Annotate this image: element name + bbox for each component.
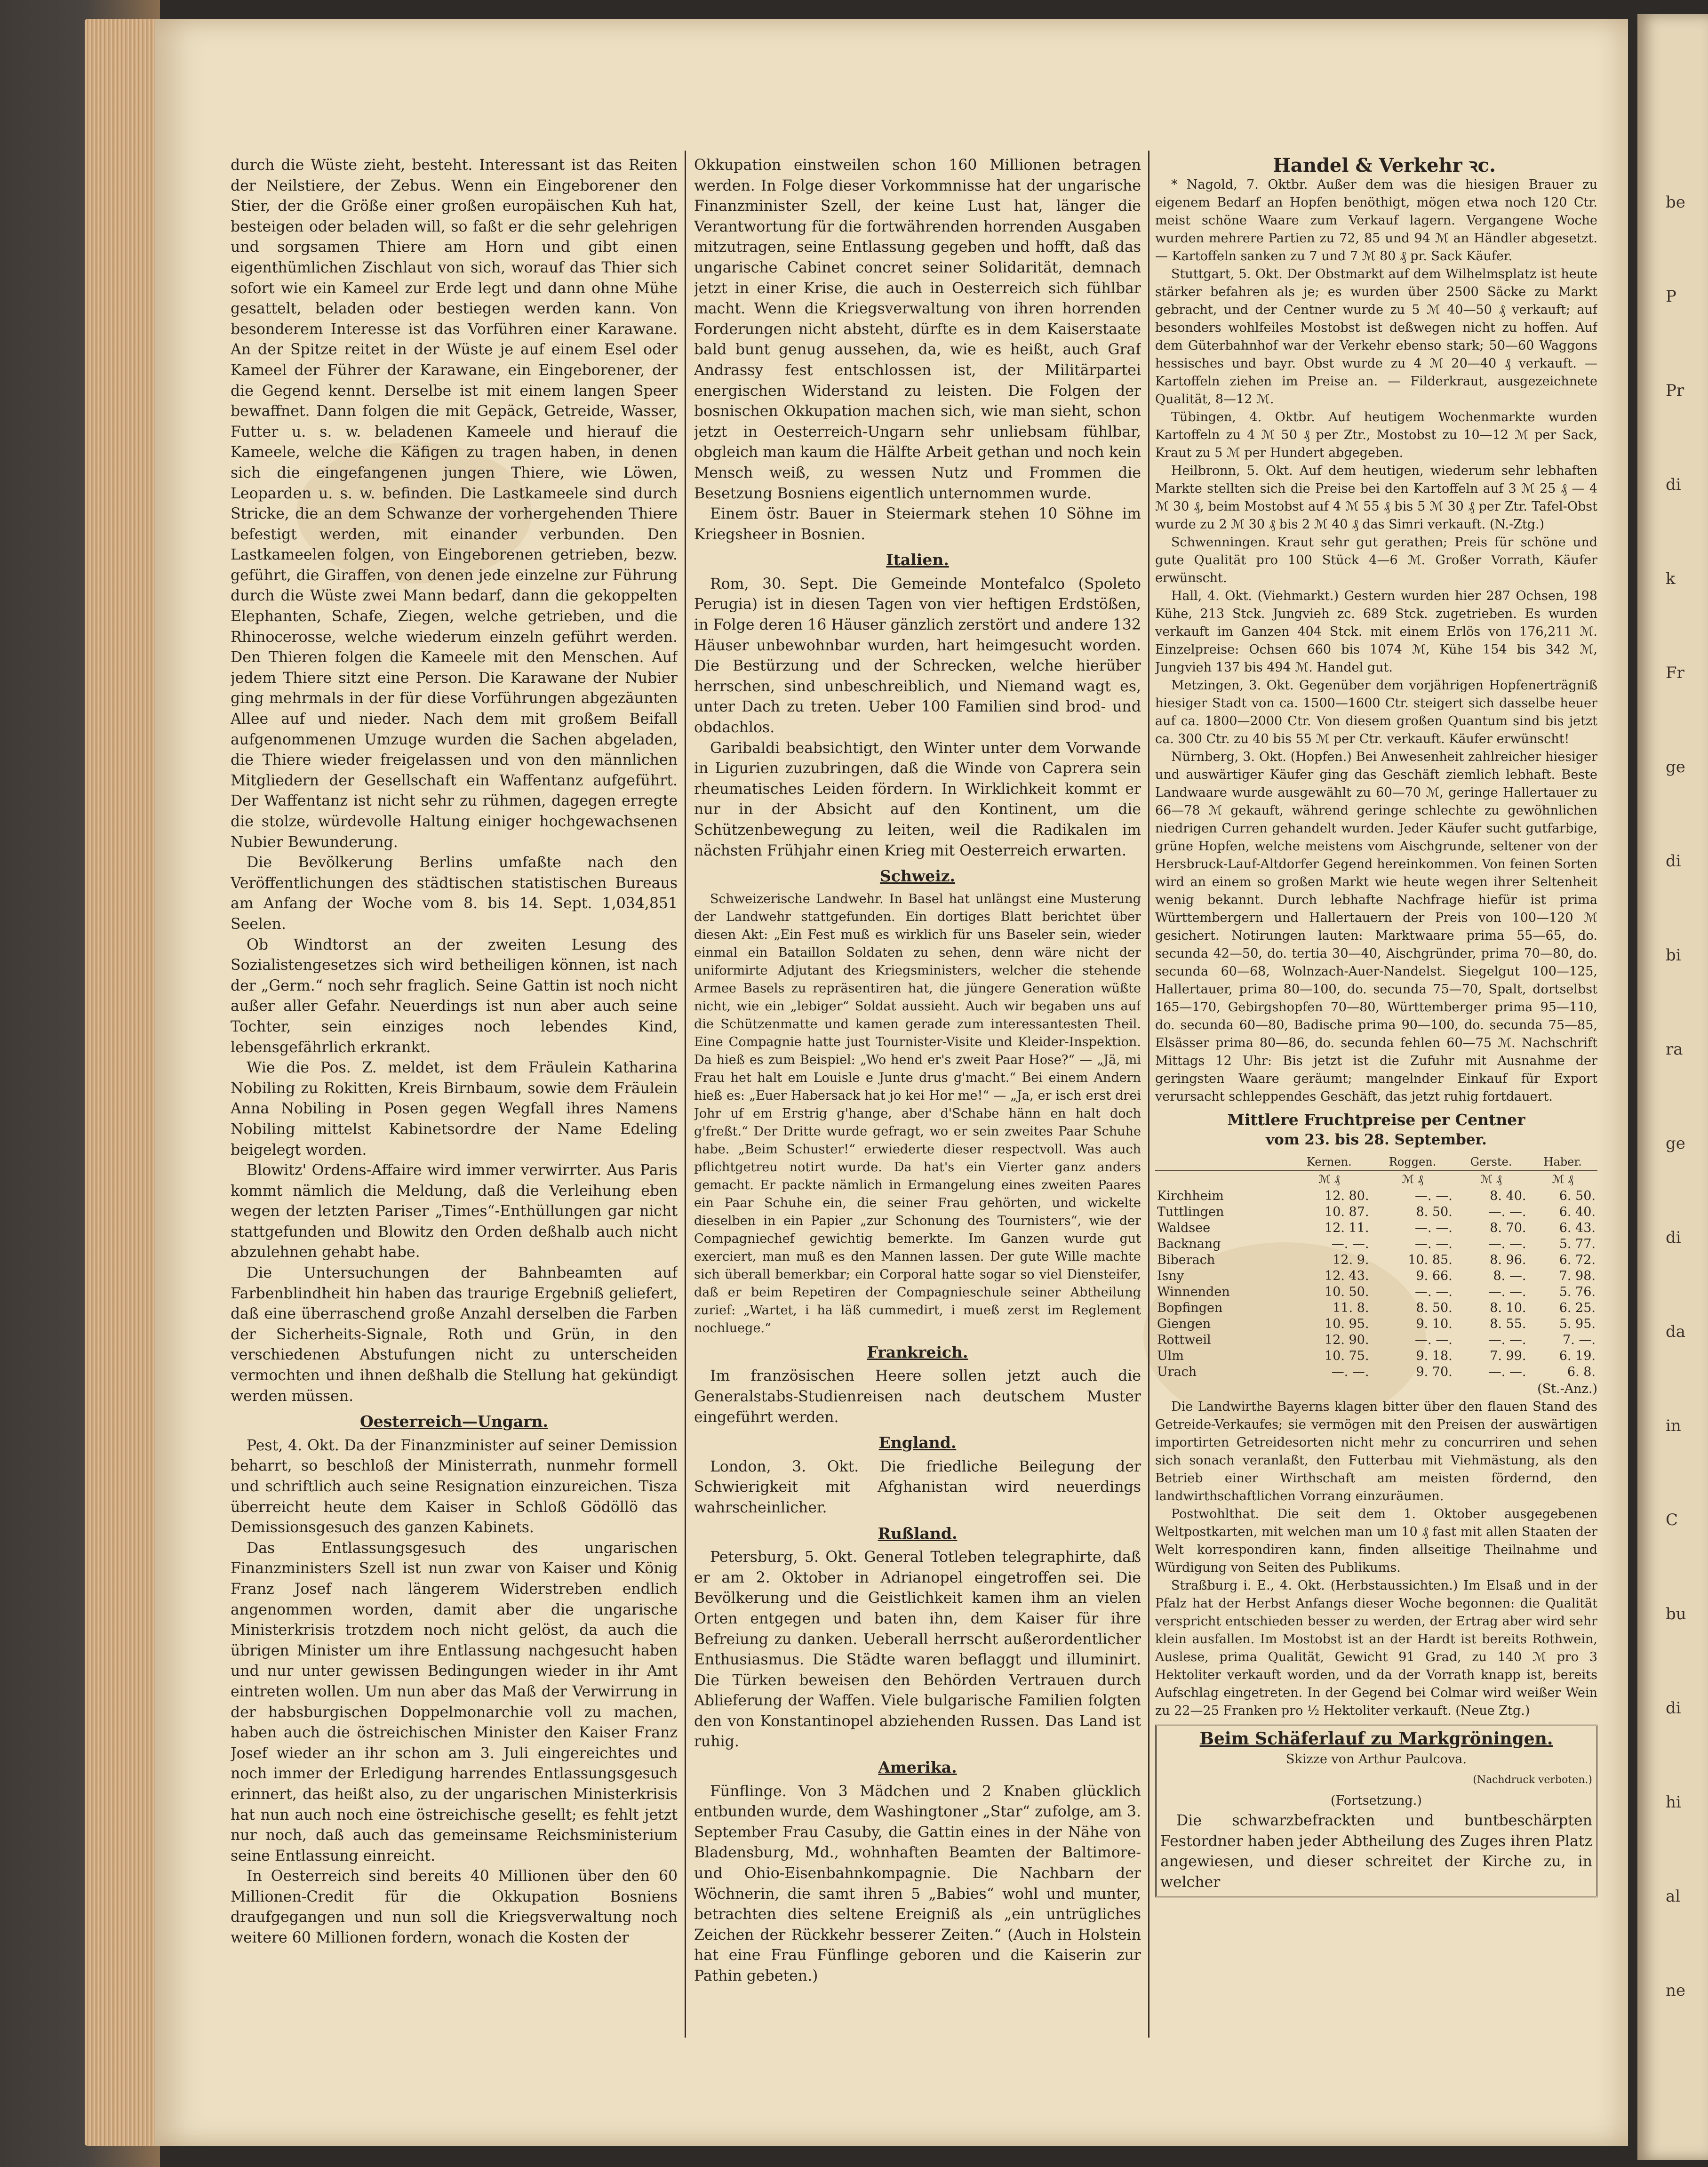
feuilleton-byline: Skizze von Arthur Paulcova. bbox=[1286, 1752, 1467, 1767]
section-heading-italy: Italien. bbox=[886, 551, 949, 569]
article-paragraph: Schweizerische Landwehr. In Basel hat unlängst eine Musterung der Landwehr stattgefunden. Ein dortiges Blatt berichtet über diesen Akt: „Ein Fest muß es wirklich für uns Baseler sein, wieder einmal ein Bataillon Soldaten zu sehen, denn wäre nicht der uniformirte Adjutant des Kriegsministers, welcher die stehende Armee Basels zu repräsentiren hat, die jüngere Generation wüßte nicht, wie ein „lebiger“ Soldat aussieht. Auch wir begaben uns auf die Schützenmatte und kamen gerade zum interessantesten Theil. Eine Compagnie hatte just Tournister-Visite und Kleider-Inspektion. Da hieß es zum Beispiel: „Wo hend er's zweit Paar Hose?“ — „Jä, mi Frau het halt em Louisle e Junte drus g'macht.“ Bei einem Andern hieß es: „Euer Habersack hat jo kei Hor me!“ — „Ja, er isch erst drei Johr uf em Erstrig g'hange, aber d'Schabe hänn en halt doch g'freßt.“ Der Dritte wurde gefragt, wo er sein zweites Paar Schuhe habe. „Beim Schuster!“ erwiederte dieser respectvoll. Was auch pflichtgetreu notirt wurde. Da hat's ein Vierter ganz anders gemacht. Er packte nämlich in Ermangelung eines zweiten Paares ein Paar Schuhe ein, die seiner Frau gehörten, und wickelte dieselben in ein Papier „zur Schonung des Tournisters“, wie der Compagniechef gewichtig bemerkte. Im Ganzen wurde gut exerciert, man muß es den Mannen lassen. Der gute Wille machte sich überall bemerkbar; ein Corporal hatte sogar so viel Diensteifer, daß er beim Repetiren der Compagnieschule seiner Abtheilung zurief: „Wartet, i ha läß cummedirt, i mueß zerst im Reglement nochluege.“ bbox=[694, 891, 1141, 1335]
price-cell: 10. 95. bbox=[1325, 1316, 1369, 1331]
article-paragraph: London, 3. Okt. Die friedliche Beilegung der Schwierigkeit mit Afghanistan wird neuerdings wahrscheinlicher. bbox=[694, 1458, 1141, 1516]
column-rule-1 bbox=[685, 151, 686, 2038]
article-paragraph: Blowitz' Ordens-Affaire wird immer verwirrter. Aus Paris kommt nämlich die Meldung, daß die Verleihung eben wegen der letzten Pariser „Times“-Enthüllungen gar nicht stattgefunden und Blowitz den Orden deßhalb auch nicht abzulehnen gehabt habe. bbox=[231, 1162, 678, 1261]
price-cell: —. —. bbox=[1488, 1364, 1526, 1379]
column-rule-2 bbox=[1148, 151, 1149, 2038]
table-unit: ℳ ₰ bbox=[1371, 1170, 1454, 1188]
price-cell: 12. 9. bbox=[1333, 1252, 1369, 1267]
table-row bbox=[1155, 1188, 1597, 1204]
article-paragraph: In Oesterreich sind bereits 40 Millionen über den 60 Millionen-Credit für die Okkupation Bosniens draufgegangen und nun soll die Kriegsverwaltung noch weitere 60 Millionen fordern, wonach die Kosten der bbox=[231, 1868, 678, 1947]
next-page-fragment: ne bbox=[1666, 1981, 1686, 2000]
table-row bbox=[1155, 1300, 1597, 1316]
trade-report: * Nagold, 7. Oktbr. Außer dem was die hiesigen Brauer zu eigenem Bedarf an Hopfen benöthigt, mögen etwa noch 120 Ctr. meist schöne Waare zum Verkauf lagern. Vergangene Woche wurden mehrere Partien zu 72, 85 und 94 ℳ an Händler abgesetzt. — Kartoffeln sanken zu 7 und 7 ℳ 80 ₰ pr. Sack Käufer. bbox=[1155, 177, 1597, 264]
price-cell: 12. 80. bbox=[1325, 1188, 1369, 1203]
price-cell: —. —. bbox=[1488, 1236, 1526, 1251]
price-cell: —. —. bbox=[1488, 1284, 1526, 1299]
article-paragraph: Einem östr. Bauer in Steiermark stehen 10 Söhne im Kriegsheer in Bosnien. bbox=[694, 505, 1141, 543]
article-paragraph: Ob Windtorst an der zweiten Lesung des Sozialistengesetzes sich wird betheiligen können, ist nach der „Germ.“ noch sehr fraglich. Seine Gattin ist noch nicht außer aller Gefahr. Neuerdings ist nun aber auch seine Tochter, sein einziges noch lebendes Kind, lebensgefährlich erkrankt. bbox=[231, 936, 678, 1056]
price-cell: 8. 55. bbox=[1490, 1316, 1526, 1331]
price-cell: 8. —. bbox=[1493, 1268, 1526, 1283]
price-cell: —. —. bbox=[1415, 1236, 1453, 1251]
table-header: Haber. bbox=[1528, 1153, 1597, 1171]
town-name: Isny bbox=[1157, 1268, 1184, 1283]
trade-report: Stuttgart, 5. Okt. Der Obstmarkt auf dem Wilhelmsplatz ist heute stärker befahren als je; es wurden über 2500 Säcke zu Markt gebracht, und der Centner wurde zu 5 ℳ 40—50 ₰ verkauft; auf besonders wohlfeiles Mostobst ist deßwegen nicht zu hoffen. Auf dem Güterbahnhof war der Verkehr ebenso stark; 50—60 Waggons hessisches und bayr. Obst wurde zu 4 ℳ 20—40 ₰ verkauft. — Kartoffeln ziehen im Preise an. — Filderkraut, ausgezeichnete Qualität, 8—12 ℳ. bbox=[1155, 266, 1597, 407]
price-cell: 9. 70. bbox=[1416, 1364, 1453, 1379]
price-cell: 6. 19. bbox=[1559, 1348, 1596, 1363]
next-page-fragment: al bbox=[1666, 1887, 1681, 1906]
article-paragraph: Fünflinge. Von 3 Mädchen und 2 Knaben glücklich entbunden wurde, dem Washingtoner „Star“ zufolge, am 3. September Frau Casuby, die Gattin eines in der Nähe von Bladensburg, Md., wohnhaften Beamten der Baltimore- und Ohio-Eisenbahnkompagnie. Die Nachbarn der Wöchnerin, die samt ihren 5 „Babies“ wohl und munter, betrachten dies seltene Ereigniß als „ein untrügliches Zeichen der Rückkehr besserer Zeiten.“ (Auch in Holstein hat eine Frau Fünflinge geboren und die Kaiserin zur Pathin gebeten.) bbox=[694, 1783, 1141, 1984]
next-page-edge bbox=[1637, 14, 1708, 2160]
price-cell: 9. 66. bbox=[1416, 1268, 1453, 1283]
price-table-subtitle: vom 23. bis 28. September. bbox=[1266, 1131, 1487, 1149]
price-cell: 8. 10. bbox=[1490, 1300, 1526, 1315]
town-name: Giengen bbox=[1157, 1316, 1211, 1331]
price-cell: 10. 85. bbox=[1408, 1252, 1453, 1267]
price-cell: 7. 98. bbox=[1559, 1268, 1596, 1283]
price-cell: 9. 18. bbox=[1416, 1348, 1453, 1363]
price-cell: —. —. bbox=[1488, 1204, 1526, 1219]
price-cell: 8. 50. bbox=[1416, 1300, 1453, 1315]
feuilleton-note: (Nachdruck verboten.) bbox=[1473, 1774, 1592, 1786]
price-cell: —. —. bbox=[1488, 1332, 1526, 1347]
next-page-fragment: di bbox=[1666, 852, 1681, 871]
table-row bbox=[1155, 1252, 1597, 1268]
section-heading-trade: Handel & Verkehr ꝛc. bbox=[1273, 155, 1496, 176]
town-name: Ulm bbox=[1157, 1348, 1184, 1363]
grain-price-table bbox=[1155, 1153, 1597, 1380]
table-row bbox=[1155, 1364, 1597, 1380]
feuilleton-title: Beim Schäferlauf zu Markgröningen. bbox=[1199, 1728, 1553, 1749]
section-heading-austria: Oesterreich—Ungarn. bbox=[359, 1412, 549, 1431]
town-name: Tuttlingen bbox=[1157, 1204, 1224, 1219]
table-source: (St.-Anz.) bbox=[1537, 1381, 1597, 1396]
price-cell: 10. 50. bbox=[1325, 1284, 1369, 1299]
price-cell: —. —. bbox=[1415, 1188, 1453, 1203]
next-page-fragment: k bbox=[1666, 569, 1676, 588]
town-name: Waldsee bbox=[1157, 1220, 1211, 1235]
price-cell: —. —. bbox=[1331, 1236, 1369, 1251]
article-paragraph: durch die Wüste zieht, besteht. Interessant ist das Reiten der Neilstiere, der Zebus. Wenn ein Eingeborener den Stier, der die Größe einer großen europäischen Kuh hat, besteigen oder beladen will, so faßt er die sehr gelehrigen und sorgsamen Thiere am Horn und gibt einen eigenthümlichen Zischlaut von sich, worauf das Thier sich sofort wie ein Kameel zur Erde legt und dann ohne Mühe gesattelt, beladen oder bestiegen werden kann. Von besonderem Interesse ist das Vorführen einer Karawane. An der Spitze reitet in der Wüste je auf einem Esel oder Kameel der Führer der Karawane, ein Eingeborener, der die Gegend kennt. Derselbe ist mit einem langen Speer bewaffnet. Dann folgen die mit Gepäck, Getreide, Wasser, Futter u. s. w. beladenen Kameele und hierauf die Kameele, welche die Käfigen zu tragen haben, in denen sich die eingefangenen jungen Thiere, wie Löwen, Leoparden u. s. w. befinden. Die Lastkameele sind durch Stricke, die an dem Schwanze der vorhergehenden Thiere befestigt werden, mit einander verbunden. Den Lastkameelen folgen, von Eingeborenen getrieben, bezw. geführt, die Giraffen, von denen jede einzelne zur Führung durch die Wüste zwei Mann bedarf, dann die gekoppelten Elephanten, Schafe, Ziegen, welche getrieben, und die Rhinocerosse, welche wiederum einzeln geführt werden. Den Thieren folgen die Kameele mit den Menschen. Auf jedem Thiere sitzt eine Person. Die Karawane der Nubier ging mehrmals in der für diese Vorführungen abgezäunten Allee auf und nieder. Nach dem mit großem Beifall aufgenommenen Umzuge wurden die Sachen abgeladen, die Thiere wieder freigelassen und von den männlichen Mitgliedern der Gesellschaft ein Waffentanz aufgeführt. Der Waffentanz ist nicht sehr zu rühmen, dagegen erregte die stolze, würdevolle Haltung einiger hochgewachsenen Nubier Bewunderung. bbox=[231, 157, 678, 851]
price-cell: 7. 99. bbox=[1490, 1348, 1526, 1363]
next-page-fragment: bu bbox=[1666, 1605, 1686, 1623]
price-cell: 12. 11. bbox=[1325, 1220, 1369, 1235]
section-heading-france: Frankreich. bbox=[867, 1343, 968, 1361]
column-1 bbox=[231, 155, 678, 2038]
table-unit: ℳ ₰ bbox=[1528, 1170, 1597, 1188]
article-paragraph: Pest, 4. Okt. Da der Finanzminister auf seiner Demission beharrt, so beschloß der Ministerrath, nunmehr formell und schriftlich auch seine Resignation einzureichen. Tisza überreicht heute dem Kaiser in Schloß Gödöllö das Demissionsgesuch des ganzen Kabinets. bbox=[231, 1437, 678, 1536]
column-2 bbox=[694, 155, 1141, 2038]
table-row bbox=[1155, 1268, 1597, 1284]
article-paragraph: Die Landwirthe Bayerns klagen bitter über den flauen Stand des Getreide-Verkaufes; sie vermögen mit den Preisen der auswärtigen importirten Getreidesorten nicht mehr zu concurriren und sehen sich sonach veranlaßt, den Futterbau mit Viehmästung, als den Betrieb einer Wirthschaft am meisten fördernd, den landwirthschaftlichen Vorrang einzuräumen. bbox=[1155, 1399, 1597, 1503]
price-cell: 8. 50. bbox=[1416, 1204, 1453, 1219]
table-unit: ℳ ₰ bbox=[1454, 1170, 1528, 1188]
table-row bbox=[1155, 1220, 1597, 1236]
price-cell: —. —. bbox=[1415, 1220, 1453, 1235]
next-page-fragment: ge bbox=[1666, 758, 1685, 776]
next-page-fragment: Pr bbox=[1666, 381, 1684, 400]
trade-report: Metzingen, 3. Okt. Gegenüber dem vorjährigen Hopfenerträgniß hiesiger Stadt von ca. 1500—1600 Ctr. steigert sich dasselbe heuer auf ca. 1800—2000 Ctr. Von diesem großen Quantum sind bis jetzt ca. 300 Ctr. zu 40 bis 55 ℳ per Ctr. verkauft. Käufer erwünscht! bbox=[1155, 678, 1597, 746]
trade-report: Hall, 4. Okt. (Viehmarkt.) Gestern wurden hier 287 Ochsen, 198 Kühe, 213 Stck. Jungvieh zc. 689 Stck. zugetrieben. Es wurden verkauft im Ganzen 404 Stck. mit einem Erlös von 176,211 ℳ. Einzelpreise: Ochsen 660 bis 1074 ℳ, Kühe 154 bis 342 ℳ, Jungvieh 137 bis 494 ℳ. Handel gut. bbox=[1155, 588, 1597, 675]
price-cell: 6. 8. bbox=[1567, 1364, 1596, 1379]
article-paragraph: Wie die Pos. Z. meldet, ist dem Fräulein Katharina Nobiling zu Rokitten, Kreis Birnbaum, sowie dem Fräulein Anna Nobiling in Posen gegen Wegfall ihres Namens Nobiling mittelst Kabinetsordre der Name Edeling beigelegt worden. bbox=[231, 1059, 678, 1159]
price-cell: 12. 90. bbox=[1325, 1332, 1369, 1347]
table-header: Kernen. bbox=[1287, 1153, 1371, 1171]
price-cell: 8. 96. bbox=[1490, 1252, 1526, 1267]
section-heading-russia: Rußland. bbox=[878, 1524, 958, 1543]
price-cell: —. —. bbox=[1415, 1284, 1453, 1299]
table-row bbox=[1155, 1332, 1597, 1348]
next-page-fragment: be bbox=[1666, 193, 1685, 212]
article-paragraph: Garibaldi beabsichtigt, den Winter unter dem Vorwande in Ligurien zuzubringen, daß die Winde von Caprera sein rheumatisches Leiden fördern. In Wirklichkeit kommt er nur in der Absicht auf den Kontinent, um die Schützenbewegung zu leiten, weil die Radikalen im nächsten Frühjahr einen Krieg mit Oesterreich erwarten. bbox=[694, 739, 1141, 859]
price-cell: 5. 76. bbox=[1559, 1284, 1596, 1299]
table-row bbox=[1155, 1236, 1597, 1252]
price-cell: 11. 8. bbox=[1333, 1300, 1369, 1315]
next-page-fragment: bi bbox=[1666, 946, 1681, 965]
trade-report: Heilbronn, 5. Okt. Auf dem heutigen, wiederum sehr lebhaften Markte stellten sich die Preise bei den Kartoffeln auf 3 ℳ 25 ₰ — 4 ℳ 30 ₰, beim Mostobst auf 4 ℳ 55 ₰ bis 5 ℳ 30 ₰ per Ztr. Tafel-Obst wurde zu 2 ℳ 30 ₰ bis 2 ℳ 40 ₰ das Simri verkauft. (N.-Ztg.) bbox=[1155, 463, 1597, 532]
table-unit bbox=[1155, 1170, 1287, 1188]
next-page-fragment: di bbox=[1666, 1228, 1681, 1247]
section-heading-switzerland: Schweiz. bbox=[879, 867, 956, 886]
price-cell: 7. —. bbox=[1563, 1332, 1596, 1347]
next-page-fragment: di bbox=[1666, 1699, 1681, 1718]
price-cell: 5. 77. bbox=[1559, 1236, 1596, 1251]
price-table-title: Mittlere Fruchtpreise per Centner bbox=[1227, 1110, 1525, 1129]
feuilleton-continuation: (Fortsetzung.) bbox=[1331, 1793, 1422, 1808]
article-paragraph: Petersburg, 5. Okt. General Totleben telegraphirte, daß er am 2. Oktober in Adrianopel eingetroffen sei. Die Bevölkerung und die Geistlichkeit kamen ihm an vielen Orten entgegen und baten ihn, dem Kaiser für ihre Befreiung zu danken. Ueberall herrscht außerordentlicher Enthusiasmus. Die Städte waren beflaggt und illuminirt. Die Türken beweisen den Behörden Vertrauen durch Ablieferung der Waffen. Viele bulgarische Familien folgten den von Konstantinopel abziehenden Russen. Das Land ist ruhig. bbox=[694, 1549, 1141, 1751]
trade-report: Tübingen, 4. Oktbr. Auf heutigem Wochenmarkte wurden Kartoffeln zu 4 ℳ 50 ₰ per Ztr., Mostobst zu 10—12 ℳ per Sack, Kraut zu 5 ℳ per Hundert abgegeben. bbox=[1155, 409, 1597, 460]
price-cell: 10. 87. bbox=[1325, 1204, 1369, 1219]
table-header: Gerste. bbox=[1454, 1153, 1528, 1171]
table-header bbox=[1155, 1153, 1287, 1171]
next-page-fragment: in bbox=[1666, 1416, 1681, 1435]
price-cell: 6. 50. bbox=[1559, 1188, 1596, 1203]
town-name: Kirchheim bbox=[1157, 1188, 1224, 1203]
next-page-fragment: da bbox=[1666, 1322, 1686, 1341]
article-paragraph: Die Bevölkerung Berlins umfaßte nach den Veröffentlichungen des städtischen statistischen Bureaus am Anfang der Woche vom 8. bis 14. Sept. 1,034,851 Seelen. bbox=[231, 854, 678, 933]
price-cell: 6. 43. bbox=[1559, 1220, 1596, 1235]
article-paragraph: Die Untersuchungen der Bahnbeamten auf Farbenblindheit hin haben das traurige Ergebniß geliefert, daß eine überraschend große Anzahl derselben die Farben der Sicherheits-Signale, Roth und Grün, in den verschiedenen Abstufungen nicht zu unterscheiden vermochten und ihnen deßhalb die Stellung hat gekündigt werden müssen. bbox=[231, 1264, 678, 1405]
price-cell: 8. 40. bbox=[1490, 1188, 1526, 1203]
next-page-fragment: Fr bbox=[1666, 664, 1684, 682]
town-name: Bopfingen bbox=[1157, 1300, 1223, 1315]
price-cell: 10. 75. bbox=[1325, 1348, 1369, 1363]
town-name: Biberach bbox=[1157, 1252, 1215, 1267]
article-paragraph: Im französischen Heere sollen jetzt auch die Generalstabs-Studienreisen nach deutschem Muster eingeführt werden. bbox=[694, 1367, 1141, 1426]
price-cell: 5. 95. bbox=[1559, 1316, 1596, 1331]
next-page-fragment: ge bbox=[1666, 1134, 1685, 1153]
article-paragraph: Straßburg i. E., 4. Okt. (Herbstaussichten.) Im Elsaß und in der Pfalz hat der Herbst Anfangs dieser Woche begonnen: die Qualität verspricht entschieden besser zu werden, der Ertrag aber wird sehr klein ausfallen. Im Mostobst ist an der Hardt ist bereits Rothwein, Auslese, prima Qualität, Gewicht 91 Grad, zu 140 ℳ pro 3 Hektoliter verkauft worden, und da der Vorrath knapp ist, bereits Aufschlag eingetreten. In der Gegend bei Colmar wird weißer Wein zu 22—25 Franken pro ½ Hektoliter verkauft. (Neue Ztg.) bbox=[1155, 1578, 1597, 1718]
price-cell: 6. 40. bbox=[1559, 1204, 1596, 1219]
section-heading-england: England. bbox=[878, 1433, 957, 1452]
article-paragraph: Das Entlassungsgesuch des ungarischen Finanzministers Szell ist nun zwar von Kaiser und König Franz Josef nach längerem Widerstreben endlich angenommen worden, damit aber die ungarische Ministerkrisis trotzdem noch nicht gelöst, da auch die übrigen Minister um ihre Entlassung nachgesucht haben und nur unter gewissen Bedingungen wieder in ihr Amt eintreten wollen. Um nun aber das Maß der Verwirrung in der habsburgischen Doppelmonarchie voll zu machen, haben auch die östreichischen Minister den Kaiser Franz Josef wieder an ihr schon am 3. Juli eingereichtes und noch immer der Erledigung harrendes Entlassungsgesuch erinnert, das heißt also, zu der ungarischen Ministerkrisis hat nun auch noch eine östreichische gesellt; es fehlt jetzt nur noch, daß auch das gemeinsame Reichsministerium seine Entlassung einreicht. bbox=[231, 1539, 678, 1864]
next-page-fragment: C bbox=[1666, 1511, 1678, 1529]
article-paragraph: Postwohlthat. Die seit dem 1. Oktober ausgegebenen Weltpostkarten, mit welchen man um 10 ₰ fast mit allen Staaten der Welt korrespondiren kann, finden allseitige Theilnahme und Würdigung von Seiten des Publikums. bbox=[1155, 1506, 1597, 1575]
column-3 bbox=[1155, 155, 1597, 2038]
table-unit: ℳ ₰ bbox=[1287, 1170, 1371, 1188]
price-cell: 6. 25. bbox=[1559, 1300, 1596, 1315]
article-paragraph: Rom, 30. Sept. Die Gemeinde Montefalco (Spoleto Perugia) ist in diesen Tagen von vier heftigen Erdstößen, in Folge deren 16 Häuser gänzlich zerstört und andere 132 Häuser unbewohnbar wurden, hart heimgesucht worden. Die Bestürzung und der Schrecken, welche hierüber herrschen, sind unbeschreiblich, und Niemand wagt es, unter Dach zu treten. Ueber 100 Familien sind brod- und obdachlos. bbox=[694, 575, 1141, 736]
section-heading-america: Amerika. bbox=[878, 1758, 957, 1777]
price-cell: —. —. bbox=[1415, 1332, 1453, 1347]
town-name: Rottweil bbox=[1157, 1332, 1211, 1347]
price-cell: 9. 10. bbox=[1416, 1316, 1453, 1331]
table-row bbox=[1155, 1284, 1597, 1300]
trade-report: Nürnberg, 3. Okt. (Hopfen.) Bei Anwesenheit zahlreicher hiesiger und auswärtiger Käufer ging das Geschäft ziemlich lebhaft. Beste Landwaare wurde ausgewählt zu 60—70 ℳ, geringe Hallertauer zu 66—78 ℳ gekauft, während geringe schlechte zu gewöhnlichen niedrigen Curren gehandelt wurden. Jeder Käufer sucht gutfarbige, grüne Hopfen, welche meistens vom Aischgrunde, seltener von der Hersbruck-Lauf-Altdorfer Gegend hereinkommen. Von feinen Sorten wird an einem so großen Markt wie heute wegen ihrer Seltenheit wenig bekannt. Durch lebhafte Nachfrage hiefür ist prima Württembergern und Hallertauern der Preis von 100—120 ℳ gesichert. Notirungen lauten: Marktwaare prima 55—65, do. secunda 42—50, do. tertia 30—40, Aischgründer, prima 70—80, do. secunda 60—68, Wolnzach-Auer-Nandelst. Siegelgut 100—125, Hallertauer, prima 80—100, do. secunda 75—70, Spalt, dortselbst 165—170, Gebirgshopfen 70—80, Württemberger prima 95—110, do. secunda 60—80, Badische prima 90—100, do. secunda 75—85, Elsässer prima 80—86, do. secunda fehlen 60—75 ℳ. Nachschrift Mittags 12 Uhr: Bis jetzt ist die Zufuhr mit Ausnahme der geringsten Waare geräumt; mangelnder Einkauf für Export verursacht schleppendes Geschäft, das jetzt ruhig fortdauert. bbox=[1155, 749, 1597, 1104]
price-cell: —. —. bbox=[1331, 1364, 1369, 1379]
table-header: Roggen. bbox=[1371, 1153, 1454, 1171]
town-name: Backnang bbox=[1157, 1236, 1221, 1251]
next-page-fragment: di bbox=[1666, 475, 1681, 494]
trade-report: Schwenningen. Kraut sehr gut gerathen; Preis für schöne und gute Qualität pro 100 Stück 4—6 ℳ. Großer Vorrath, Käufer erwünscht. bbox=[1155, 535, 1597, 585]
feuilleton-box bbox=[1155, 1725, 1597, 1897]
table-row bbox=[1155, 1204, 1597, 1220]
price-cell: 12. 43. bbox=[1325, 1268, 1369, 1283]
price-cell: 6. 72. bbox=[1559, 1252, 1596, 1267]
town-name: Winnenden bbox=[1157, 1284, 1230, 1299]
feuilleton-text: Die schwarzbefrackten und buntbeschärpten Festordner haben jeder Abtheilung des Zuges ihren Platz angewiesen, und dieser schreitet der Kirche zu, in welcher bbox=[1160, 1812, 1592, 1891]
table-row bbox=[1155, 1316, 1597, 1332]
next-page-fragment: P bbox=[1666, 287, 1676, 306]
next-page-fragment: ra bbox=[1666, 1040, 1683, 1059]
town-name: Urach bbox=[1157, 1364, 1197, 1379]
article-paragraph: Okkupation einstweilen schon 160 Millionen betragen werden. In Folge dieser Vorkommnisse hat der ungarische Finanzminister Szell, der keine Lust hat, länger die Verantwortung für die fortwährenden horrenden Ausgaben mitzutragen, seine Entlassung gegeben und hofft, daß das ungarische Cabinet concret seiner Solidarität, demnach jetzt in einer Krise, die auch in Oesterreich sich fühlbar macht. Wenn die Kriegsverwaltung von ihren horrenden Forderungen nicht absteht, dürfte es in dem Kaiserstaate bald bunt genug aussehen, da, wie es heißt, auch Graf Andrassy fest entschlossen ist, der Militärpartei energischen Widerstand zu leisten. Die Folgen der bosnischen Okkupation machen sich, wie man sieht, schon jetzt in Oesterreich-Ungarn sehr unliebsam fühlbar, obgleich man kaum die Hälfte Arbeit gethan und noch kein Mensch weiß, zu wessen Nutz und Frommen die Besetzung Bosniens eigentlich unternommen wurde. bbox=[694, 157, 1141, 502]
table-row bbox=[1155, 1348, 1597, 1364]
next-page-fragment: hi bbox=[1666, 1793, 1681, 1812]
price-cell: 8. 70. bbox=[1490, 1220, 1526, 1235]
